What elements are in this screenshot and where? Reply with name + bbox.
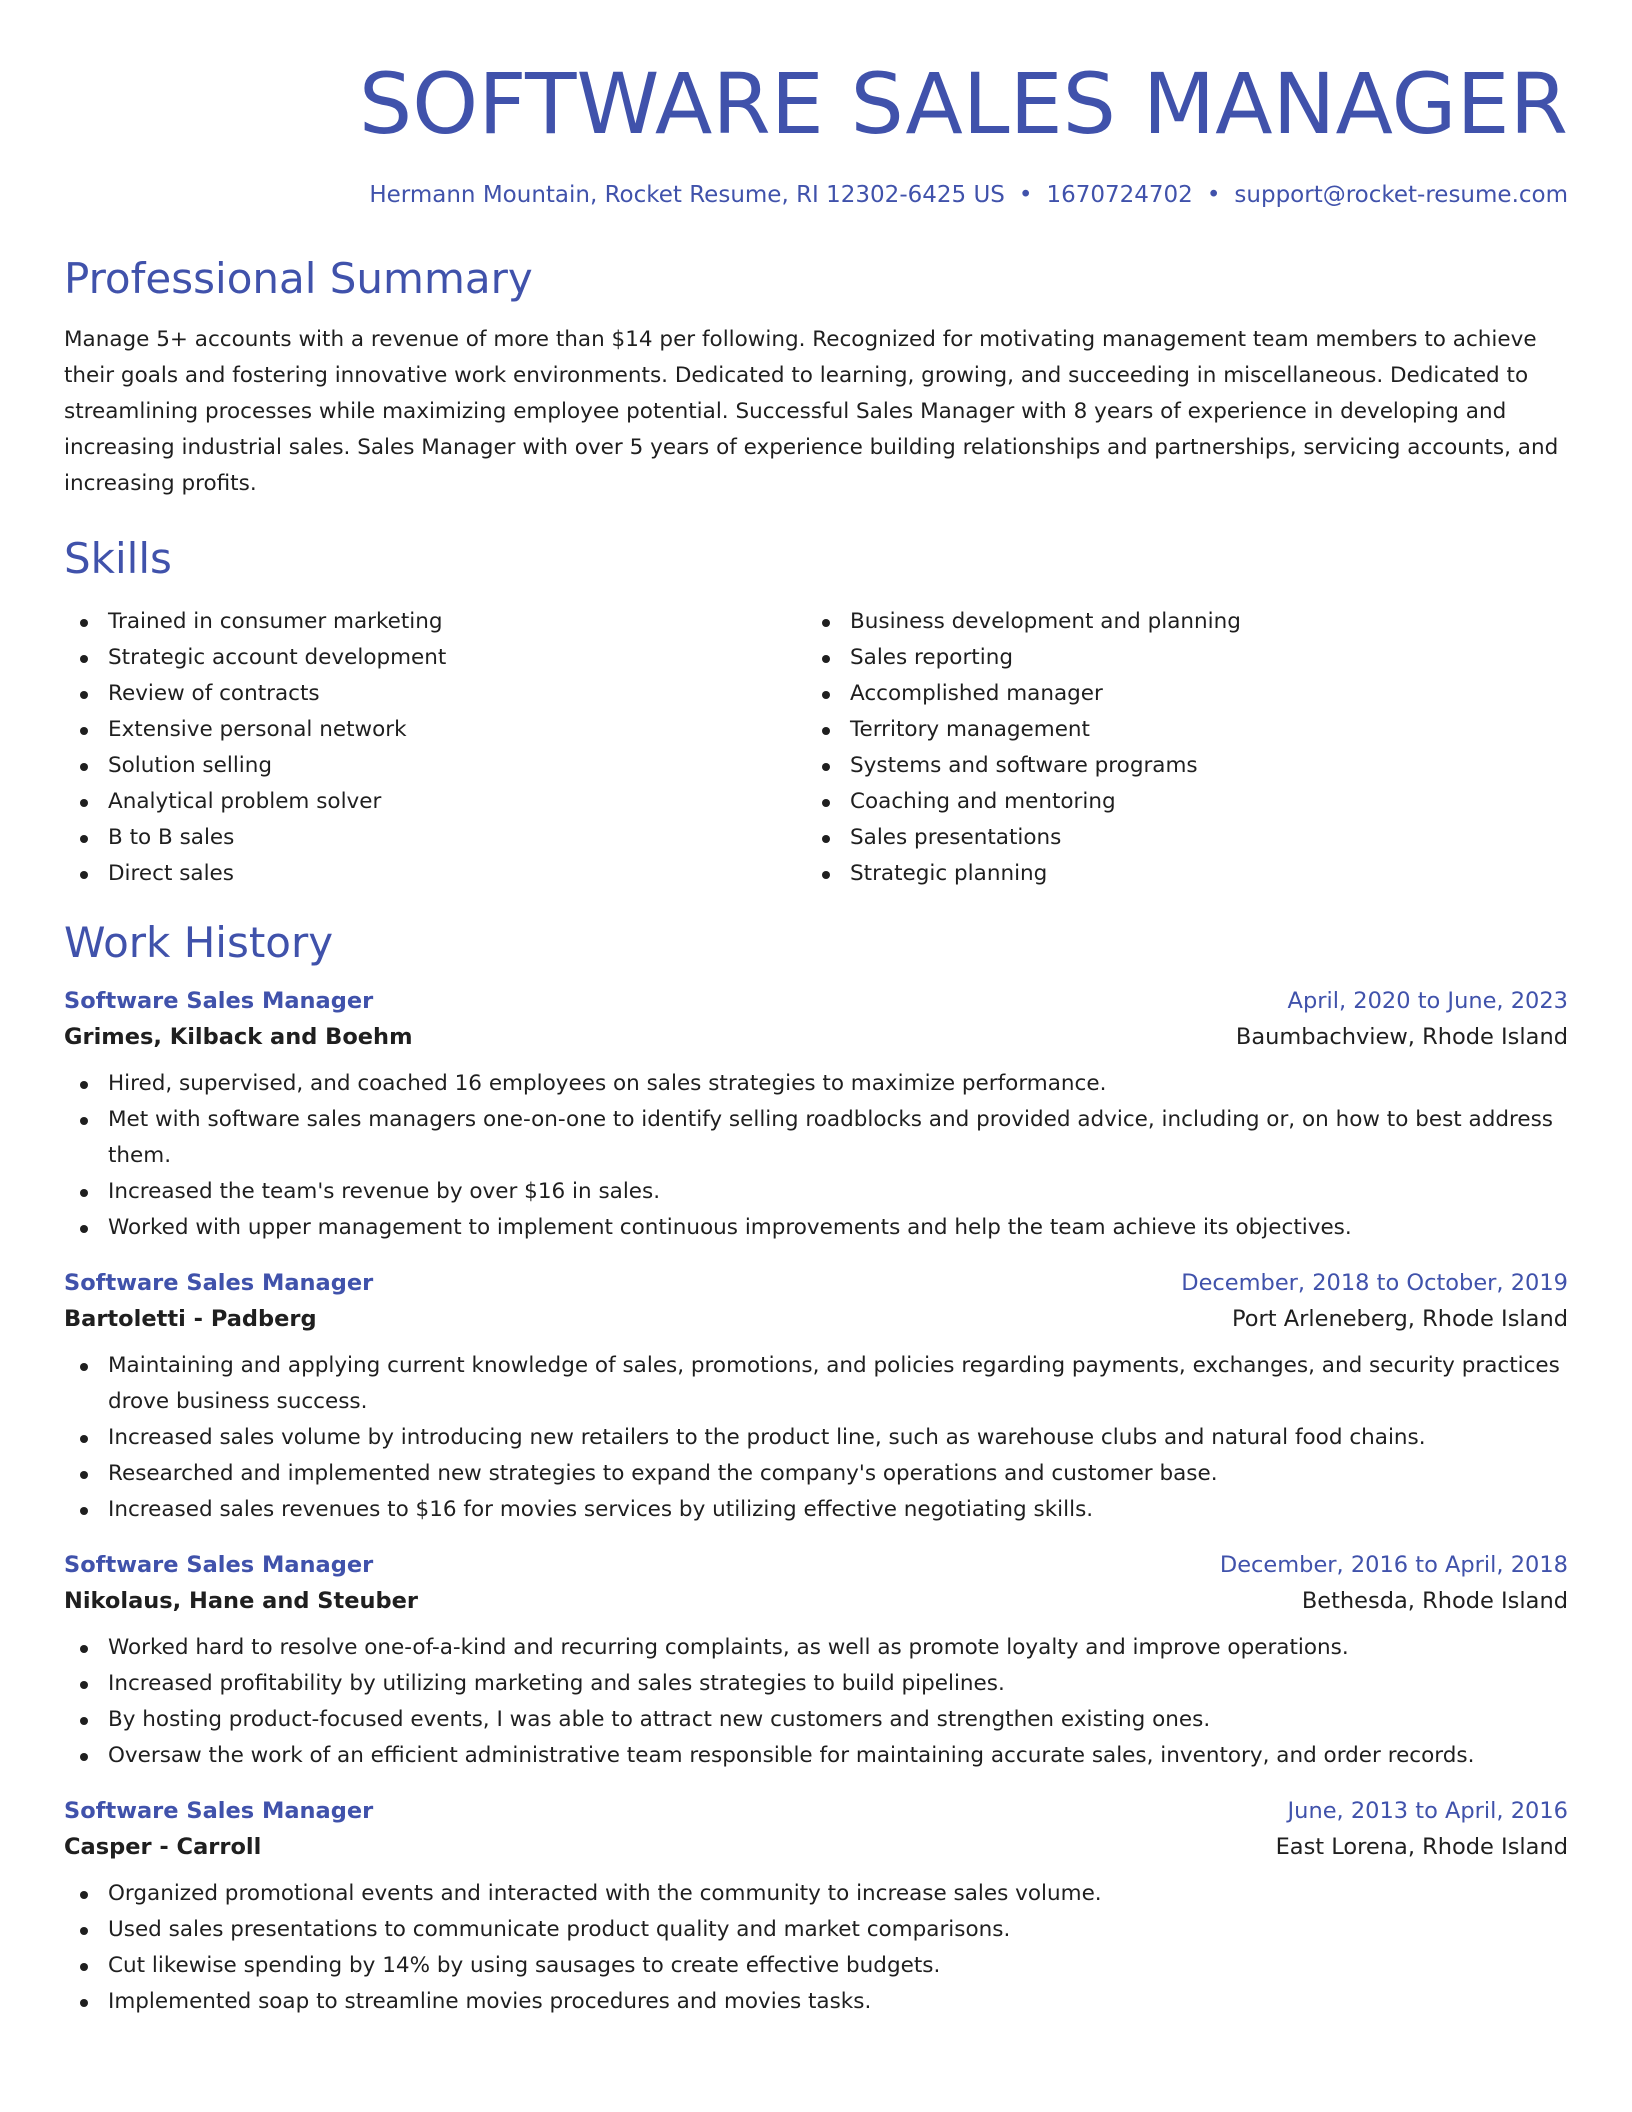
skills-grid (64, 604, 1568, 892)
job-entry (64, 1552, 1568, 1774)
skills-column-left (64, 604, 806, 892)
skill-item: Extensive personal network (64, 712, 806, 748)
job-bullet: Increased the team's revenue by over $16 in sales. (64, 1174, 1568, 1210)
job-header (64, 1552, 1568, 1578)
contact-address: Hermann Mountain, Rocket Resume, RI 12302-6425 US (369, 182, 1005, 208)
job-subheader (64, 1588, 1568, 1614)
skill-item: Strategic planning (806, 856, 1548, 892)
skill-item: Sales presentations (806, 820, 1548, 856)
job-bullet: Worked with upper management to implement continuous improvements and help the team achieve its objectives. (64, 1210, 1568, 1246)
job-bullet: Maintaining and applying current knowledge of sales, promotions, and policies regarding payments, exchanges, and security practices drove business success. (64, 1348, 1568, 1420)
skill-item: Trained in consumer marketing (64, 604, 806, 640)
job-role: Software Sales Manager (64, 1798, 374, 1825)
job-dates: December, 2016 to April, 2018 (1219, 1552, 1568, 1579)
job-company: Bartoletti - Padberg (64, 1306, 317, 1333)
work-history-heading: Work History (64, 917, 334, 967)
job-role: Software Sales Manager (64, 1552, 374, 1579)
contact-email[interactable]: support@rocket-resume.com (1234, 182, 1568, 208)
job-company: Casper - Carroll (64, 1834, 262, 1861)
contact-line (64, 182, 1568, 210)
summary-heading: Professional Summary (64, 253, 533, 303)
job-bullet: By hosting product-focused events, I was able to attract new customers and strengthen existing ones. (64, 1702, 1568, 1738)
work-history-list (64, 988, 1568, 2020)
job-bullet: Hired, supervised, and coached 16 employees on sales strategies to maximize performance. (64, 1066, 1568, 1102)
skill-item: Sales reporting (806, 640, 1548, 676)
job-bullets (64, 1876, 1568, 2020)
skill-item: Analytical problem solver (64, 784, 806, 820)
skill-item: Accomplished manager (806, 676, 1548, 712)
job-bullets (64, 1630, 1568, 1774)
job-role: Software Sales Manager (64, 988, 374, 1015)
skill-item: Coaching and mentoring (806, 784, 1548, 820)
resume-title: SOFTWARE SALES MANAGER (358, 55, 1568, 153)
summary-text: Manage 5+ accounts with a revenue of more than $14 per following. Recognized for motivating management team members to achieve their goals and fostering innovative work environments. Dedicated to learning, growing, and succeeding in miscellaneous. Dedicated to streamlining processes while maximizing employee potential. Successful Sales Manager with 8 years of experience in developing and increasing industrial sales. Sales Manager with over 5 years of experience building relationships and partnerships, servicing accounts, and increasing profits. (64, 326, 1559, 496)
skill-item: Business development and planning (806, 604, 1548, 640)
job-bullet: Increased profitability by utilizing marketing and sales strategies to build pipelines. (64, 1666, 1568, 1702)
job-bullet: Cut likewise spending by 14% by using sausages to create effective budgets. (64, 1948, 1568, 1984)
job-company: Nikolaus, Hane and Steuber (64, 1588, 419, 1615)
contact-separator: • (1018, 182, 1033, 208)
job-dates: April, 2020 to June, 2023 (1287, 988, 1568, 1015)
skill-item: Direct sales (64, 856, 806, 892)
job-header (64, 1270, 1568, 1296)
skill-item: Strategic account development (64, 640, 806, 676)
job-entry (64, 1270, 1568, 1528)
job-bullet: Implemented soap to streamline movies procedures and movies tasks. (64, 1984, 1568, 2020)
job-dates: June, 2013 to April, 2016 (1287, 1798, 1568, 1825)
job-header (64, 1798, 1568, 1824)
skill-item: Review of contracts (64, 676, 806, 712)
job-subheader (64, 1834, 1568, 1860)
job-subheader (64, 1024, 1568, 1050)
job-location: Port Arleneberg, Rhode Island (1231, 1306, 1568, 1333)
contact-separator: • (1206, 182, 1221, 208)
job-entry (64, 1798, 1568, 2020)
skill-item: Solution selling (64, 748, 806, 784)
job-bullet: Worked hard to resolve one-of-a-kind and recurring complaints, as well as promote loyalty and improve operations. (64, 1630, 1568, 1666)
job-subheader (64, 1306, 1568, 1332)
job-bullet: Organized promotional events and interacted with the community to increase sales volume. (64, 1876, 1568, 1912)
contact-phone: 1670724702 (1046, 182, 1193, 208)
skills-heading: Skills (64, 533, 172, 583)
job-bullet: Used sales presentations to communicate product quality and market comparisons. (64, 1912, 1568, 1948)
skills-column-right (806, 604, 1548, 892)
skill-item: Systems and software programs (806, 748, 1548, 784)
job-bullet: Met with software sales managers one-on-one to identify selling roadblocks and provided advice, including or, on how to best address them. (64, 1102, 1568, 1174)
job-bullets (64, 1066, 1568, 1246)
resume-page (64, 0, 1568, 2020)
job-bullet: Increased sales revenues to $16 for movies services by utilizing effective negotiating skills. (64, 1492, 1568, 1528)
job-bullet: Researched and implemented new strategies to expand the company's operations and customer base. (64, 1456, 1568, 1492)
job-dates: December, 2018 to October, 2019 (1181, 1270, 1568, 1297)
job-bullet: Oversaw the work of an efficient administrative team responsible for maintaining accurate sales, inventory, and order records. (64, 1738, 1568, 1774)
job-header (64, 988, 1568, 1014)
job-role: Software Sales Manager (64, 1270, 374, 1297)
job-location: Bethesda, Rhode Island (1301, 1588, 1568, 1615)
job-bullets (64, 1348, 1568, 1528)
job-entry (64, 988, 1568, 1246)
job-location: Baumbachview, Rhode Island (1235, 1024, 1568, 1051)
skill-item: Territory management (806, 712, 1548, 748)
job-bullet: Increased sales volume by introducing new retailers to the product line, such as warehouse clubs and natural food chains. (64, 1420, 1568, 1456)
job-company: Grimes, Kilback and Boehm (64, 1024, 413, 1051)
job-location: East Lorena, Rhode Island (1275, 1834, 1568, 1861)
skill-item: B to B sales (64, 820, 806, 856)
